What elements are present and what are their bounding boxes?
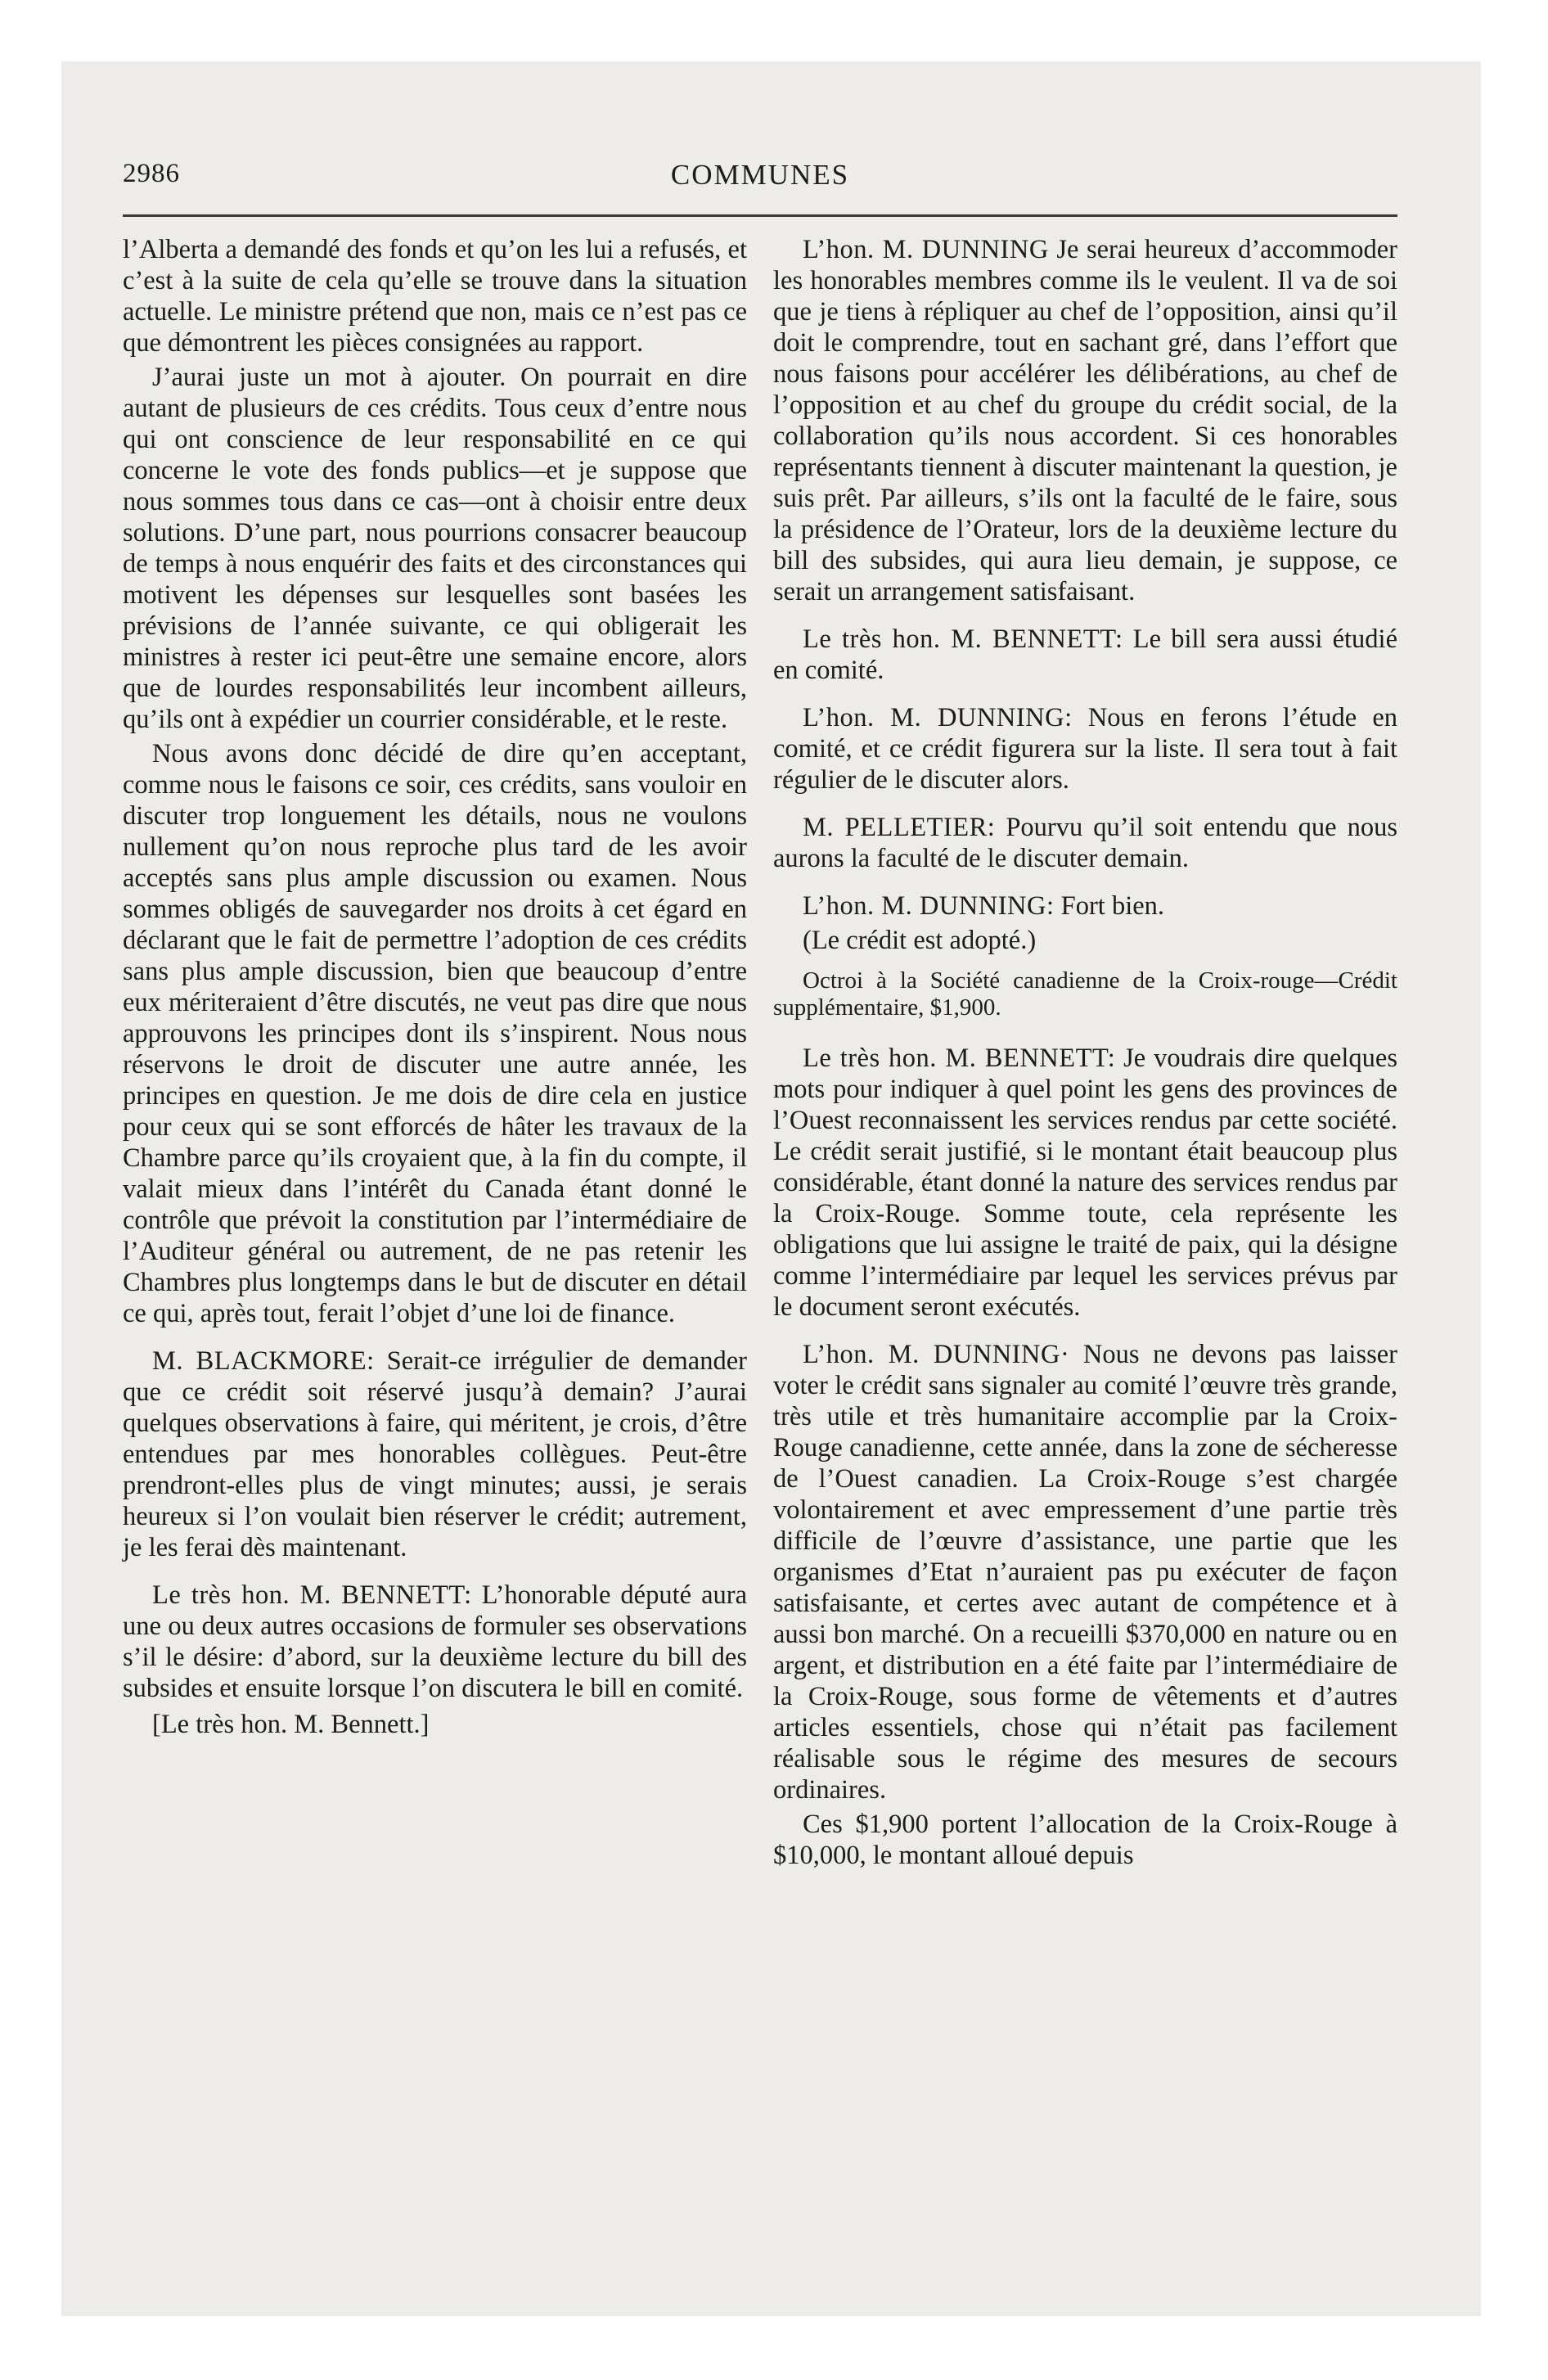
speech-dunning <box>773 702 1397 796</box>
page-number: 2986 <box>123 159 180 188</box>
speech-bennett <box>773 1043 1397 1323</box>
speaker-name: L’hon. M. DUNNING· <box>803 1340 1070 1369</box>
vote-item-heading: Octroi à la Société canadienne de la Croix-rouge—Crédit supplémentaire, $1,900. <box>773 967 1397 1021</box>
speaker-name: Le très hon. M. BENNETT: <box>803 624 1123 654</box>
paragraph: J’aurai juste un mot à ajouter. On pourrait en dire autant de plusieurs de ces crédits. Tous ceux d’entre nous qui ont conscience de leur responsabilité en ce qui concerne le vote des fonds publics—et je suppose que nous sommes tous dans ce cas—ont à choisir entre deux solutions. D’une part, nous pourrions consacrer beaucoup de temps à nous enquérir des faits et des circonstances qui motivent les dépenses sur lesquelles sont basées les prévisions de l’année suivante, ce qui obligerait les ministres à rester ici peut-être une semaine encore, alors que de lourdes responsabilités leur incombent ailleurs, qu’ils ont à expédier un courrier considérable, et le reste. <box>123 363 747 734</box>
page-header <box>123 159 1397 203</box>
footer-reference: [Le très hon. M. Bennett.] <box>152 1710 430 1739</box>
speech-text: Pourvu qu’il soit entendu que nous aurons la faculté de le discuter demain. <box>773 813 1397 873</box>
speaker-name: L’hon. M. DUNNING: <box>803 891 1055 921</box>
speaker-name: Le très hon. M. BENNETT: <box>803 1044 1116 1073</box>
speaker-name: M. PELLETIER: <box>803 813 996 842</box>
running-head: COMMUNES <box>670 159 850 191</box>
paragraph: Ces $1,900 portent l’allocation de la Croix-Rouge à $10,000, le montant alloué depuis <box>773 1810 1397 1870</box>
speaker-name: Le très hon. M. BENNETT: <box>152 1580 472 1610</box>
speaker-name: M. BLACKMORE: <box>152 1346 375 1376</box>
speech-bennett <box>123 1580 747 1704</box>
speech-text: Nous en ferons l’étude en comité, et ce crédit figurera sur la liste. Il sera tout à fait régulier de le discuter alors. <box>773 703 1397 795</box>
speaker-name: L’hon. M. DUNNING <box>803 235 1049 264</box>
speech-text: L’honorable député aura une ou deux autres occasions de formuler ses observations s’il le désire: d’abord, sur la deuxième lecture du bill des subsides et ensuite lorsque l’on discutera le bill en comité. <box>123 1580 747 1703</box>
speech-text: Le bill sera aussi étudié en comité. <box>773 624 1397 685</box>
procedural-note: (Le crédit est adopté.) <box>803 926 1037 955</box>
speech-blackmore <box>123 1346 747 1563</box>
paragraph: l’Alberta a demandé des fonds et qu’on les lui a refusés, et c’est à la suite de cela qu’elle se trouve dans la situation actuelle. Le ministre prétend que non, mais ce n’est pas ce que démontrent les pièces consignées au rapport. <box>123 235 747 358</box>
right-column <box>773 234 1397 1887</box>
speech-text: Fort bien. <box>1054 891 1165 921</box>
left-column <box>123 234 747 1756</box>
speech-dunning <box>773 1339 1397 1805</box>
speech-dunning <box>773 234 1397 607</box>
speech-dunning <box>773 890 1397 922</box>
speech-bennett <box>773 624 1397 686</box>
paragraph: Nous avons donc décidé de dire qu’en acceptant, comme nous le faisons ce soir, ces crédits, sans vouloir en discuter trop longuement les détails, nous ne voulons nullement qu’on nous reproche plus tard de les avoir acceptés sans plus ample discussion ou examen. Nous sommes obligés de sauvegarder nos droits à cet égard en déclarant que le fait de permettre l’adoption de ces crédits sans plus ample discussion, bien que beaucoup d’entre eux mériteraient d’être discutés, ne veut pas dire que nous approuvons les principes dont ils s’inspirent. Nous nous réservons le droit de discuter une autre année, les principes en question. Je me dois de dire cela en justice pour ceux qui se sont efforcés de hâter les travaux de la Chambre parce qu’ils croyaient que, à la fin du compte, il valait mieux dans l’intérêt du Canada étant donné le contrôle que prévoit la constitution par l’intermédiaire de l’Auditeur général ou autrement, de ne pas retenir les Chambres plus longtemps dans le but de discuter en détail ce qui, après tout, ferait l’objet d’une loi de finance. <box>123 739 747 1328</box>
speech-text: Je serai heureux d’accommoder les honorables membres comme ils le veulent. Il va de soi que je tiens à répliquer au chef de l’opposition, ainsi qu’il doit le comprendre, tout en sachant gré, dans l’effort que nous faisons pour accélérer les délibérations, au chef de l’opposition et au chef du groupe du crédit social, de la collaboration qu’ils nous accordent. Si ces honorables représentants tiennent à discuter maintenant la question, je suis prêt. Par ailleurs, s’ils ont la faculté de le faire, sous la présidence de l’Orateur, lors de la deuxième lecture du bill des subsides, qui aura lieu demain, je suppose, ce serait un arrangement satisfaisant. <box>773 235 1397 606</box>
speech-text: Je voudrais dire quelques mots pour indiquer à quel point les gens des provinces de l’Ouest reconnaissent les services rendus par cette société. Le crédit serait justifié, si le montant était beaucoup plus considérable, étant donné la nature des services rendus par la Croix-Rouge. Somme toute, cela représente les obligations que lui assigne le traité de paix, qui la désigne comme l’intermédiaire par lequel les services prévus par le document seront exécutés. <box>773 1044 1397 1322</box>
speech-text: Serait-ce irrégulier de demander que ce crédit soit réservé jusqu’à demain? J’aurai quelques observations à faire, qui méritent, je crois, d’être entendues par mes honorables collègues. Peut-être prendront-elles plus de vingt minutes; aussi, je serais heureux si l’on voulait bien réserver le crédit; autrement, je les ferai dès maintenant. <box>123 1346 747 1562</box>
speech-text: Nous ne devons pas laisser voter le crédit sans signaler au comité l’œuvre très grande, très utile et très humanitaire accomplie par la Croix-Rouge canadienne, cette année, dans la zone de sécheresse de l’Ouest canadien. La Croix-Rouge s’est chargée volontairement et avec empressement d’une partie très difficile de l’œuvre d’assistance, une partie que les organismes d’Etat n’auraient pas pu exécuter de façon satisfaisante, et certes avec autant de compétence et à aussi bon marché. On a recueilli $370,000 en nature ou en argent, et distribution en a été faite par l’intermédiaire de la Croix-Rouge, sous forme de vêtements et d’autres articles essentiels, chose qui n’était pas facilement réalisable sous le régime des mesures de secours ordinaires. <box>773 1340 1397 1805</box>
speech-pelletier <box>773 812 1397 874</box>
speaker-name: L’hon. M. DUNNING: <box>803 703 1073 732</box>
header-rule <box>123 214 1397 217</box>
